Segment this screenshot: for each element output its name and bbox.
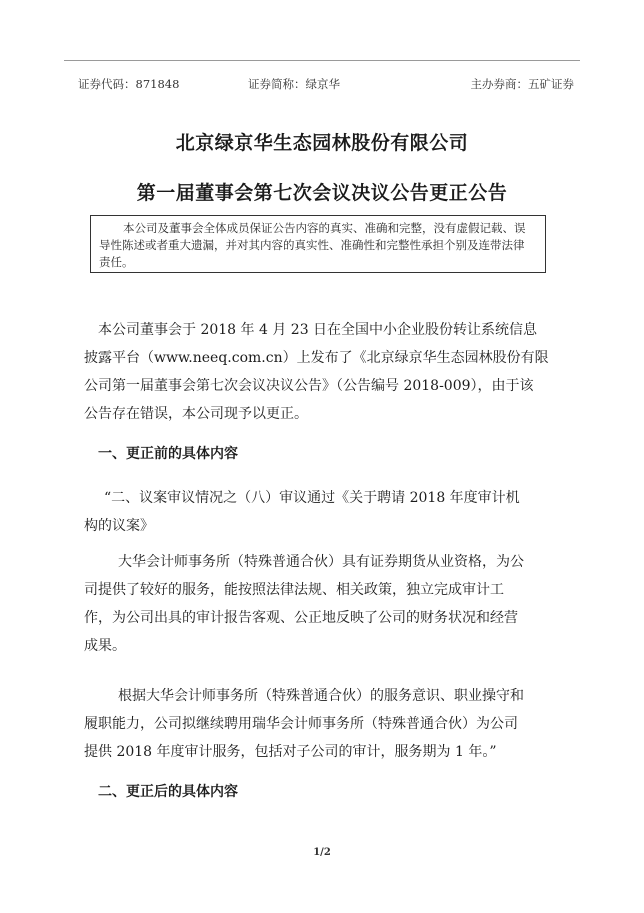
section-heading-before: 一、更正前的具体内容 bbox=[98, 446, 238, 462]
quoted-paragraph bbox=[84, 682, 524, 766]
paragraph-line: 作，为公司出具的审计报告客观、公正地反映了公司的财务状况和经营 bbox=[84, 610, 518, 626]
paragraph-line: 司提供了较好的服务，能按照法律法规、相关政策，独立完成审计工 bbox=[84, 582, 504, 598]
paragraph-line: 提供 2018 年度审计服务，包括对子公司的审计，服务期为 1 年。” bbox=[84, 744, 497, 760]
quoted-paragraph bbox=[84, 548, 524, 660]
declaration-line: 导性陈述或者重大遗漏，并对其内容的真实性、准确性和完整性承担个别及连带法律 bbox=[99, 238, 525, 252]
paragraph-line: 大华会计师事务所（特殊普通合伙）具有证券期货从业资格，为公 bbox=[118, 554, 524, 570]
page-number: 1/2 bbox=[313, 847, 331, 858]
sponsor-broker: 主办券商：五矿证券 bbox=[470, 77, 574, 91]
intro-paragraph bbox=[84, 316, 549, 428]
document-header bbox=[78, 76, 574, 94]
paragraph-line: 履职能力，公司拟继续聘用瑞华会计师事务所（特殊普通合伙）为公司 bbox=[84, 716, 518, 732]
paragraph-line: 根据大华会计师事务所（特殊普通合伙）的服务意识、职业操守和 bbox=[118, 688, 524, 704]
paragraph-line: “二、议案审议情况之（八）审议通过《关于聘请 2018 年度审计机 bbox=[104, 490, 520, 506]
paragraph-line: 构的议案》 bbox=[84, 518, 154, 534]
declaration-box bbox=[90, 215, 546, 273]
header-rule bbox=[64, 60, 580, 61]
announcement-title: 第一届董事会第七次会议决议公告更正公告 bbox=[136, 182, 508, 204]
paragraph-line: 披露平台（www.neeq.com.cn）上发布了《北京绿京华生态园林股份有限 bbox=[84, 350, 549, 366]
section-heading-after: 二、更正后的具体内容 bbox=[98, 784, 238, 800]
paragraph-line: 成果。 bbox=[84, 638, 126, 654]
paragraph-line: 本公司董事会于 2018 年 4 月 23 日在全国中小企业股份转让系统信息 bbox=[98, 322, 538, 338]
security-abbreviation: 证券简称：绿京华 bbox=[248, 77, 340, 91]
paragraph-line: 公司第一届董事会第七次会议决议公告》（公告编号 2018-009），由于该 bbox=[84, 378, 534, 394]
quote-intro-paragraph bbox=[84, 484, 520, 540]
declaration-line: 责任。 bbox=[99, 255, 134, 269]
paragraph-line: 公告存在错误，本公司现予以更正。 bbox=[84, 406, 308, 422]
company-title: 北京绿京华生态园林股份有限公司 bbox=[175, 132, 469, 154]
security-code: 证券代码：871848 bbox=[78, 77, 180, 91]
declaration-line: 本公司及董事会全体成员保证公告内容的真实、准确和完整，没有虚假记载、误 bbox=[123, 221, 526, 235]
